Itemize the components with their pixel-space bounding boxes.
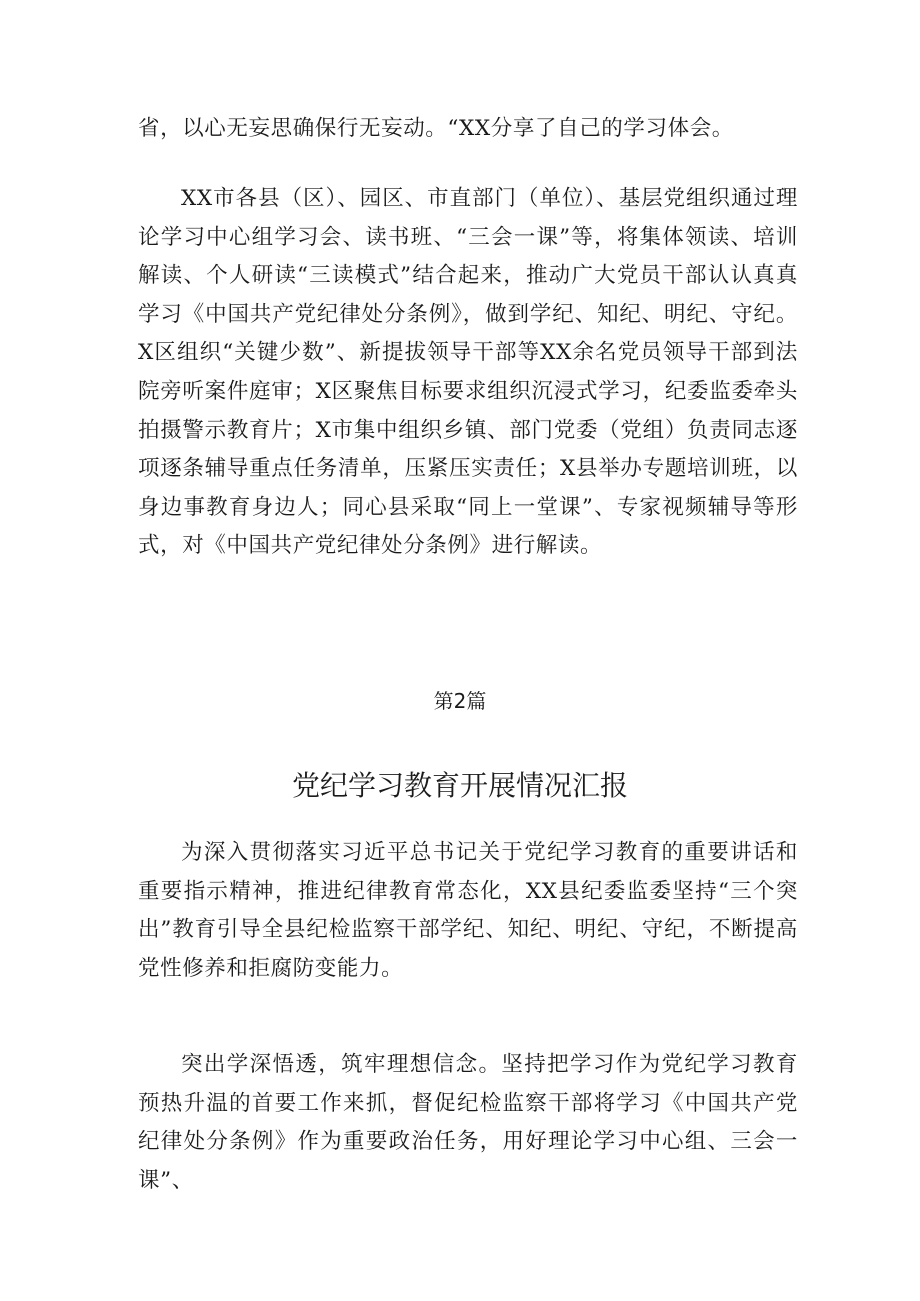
paragraph-continuation: 省，以心无妄思确保行无妄动。“XX分享了自己的学习体会。	[138, 116, 734, 141]
document-title: 党纪学习教育开展情况汇报	[291, 769, 628, 802]
paragraph-study-deep: 突出学深悟透，筑牢理想信念。坚持把学习作为党纪学习教育预热升温的首要工作来抓，督促纪检监察干部将学习《中国共产党纪律处分条例》作为重要政治任务，用好理论学习中心组、三会一课”、	[138, 1052, 798, 1193]
paragraph-county-study: XX市各县（区）、园区、市直部门（单位）、基层党组织通过理论学习中心组学习会、读书班、“三会一课”等，将集体领读、培训解读、个人研读“三读模式”结合起来，推动广大党员干部认认真真学习《中国共产党纪律处分条例》，做到学纪、知纪、明纪、守纪。X区组织“关键少数”、新提拔领导干部等XX余名党员领导干部到法院旁听案件庭审；X区聚焦目标要求组织沉浸式学习，纪委监委牵头拍摄警示教育片；X市集中组织乡镇、部门党委（党组）负责同志逐项逐条辅导重点任务清单，压紧压实责任；X县举办专题培训班，以身边事教育身边人；同心县采取“同上一堂课”、专家视频辅导等形式，对《中国共产党纪律处分条例》进行解读。	[138, 186, 798, 559]
paragraph-intro: 为深入贯彻落实习近平总书记关于党纪学习教育的重要讲话和重要指示精神，推进纪律教育常态化，XX县纪委监委坚持“三个突出”教育引导全县纪检监察干部学纪、知纪、明纪、守纪，不断提高党性修养和拒腐防变能力。	[138, 840, 798, 981]
section-label: 第2篇	[433, 689, 487, 713]
